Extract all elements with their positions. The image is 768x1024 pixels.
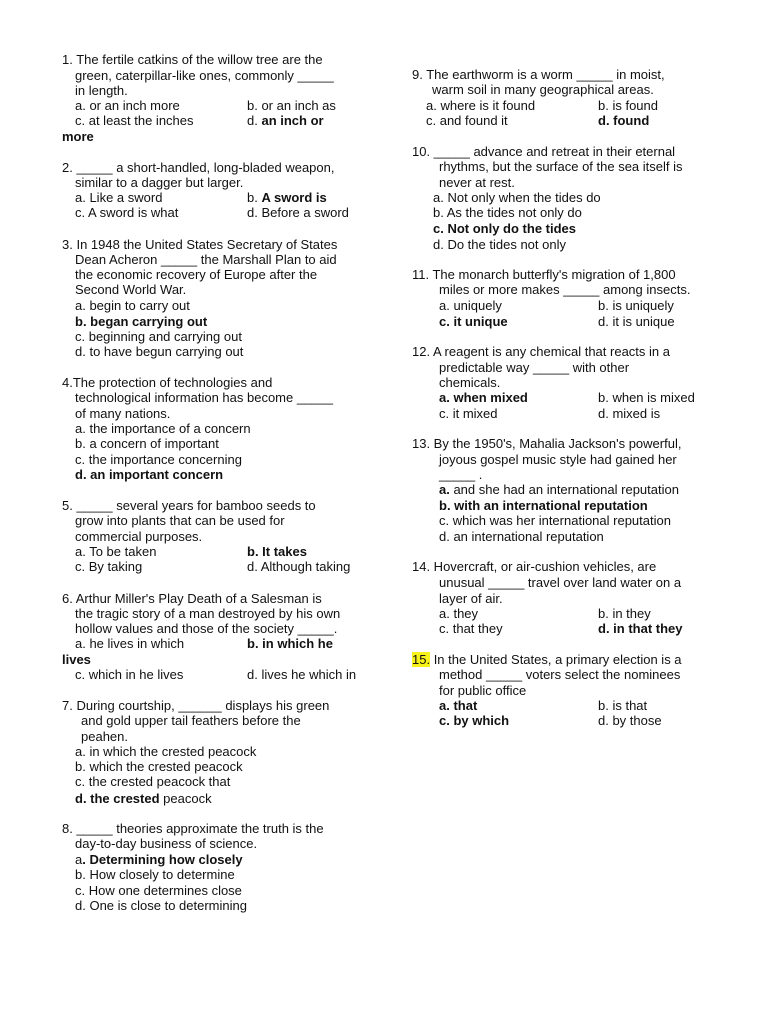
question-5-stem: commercial purposes.: [75, 529, 203, 544]
question-15-stem: for public office: [439, 683, 527, 698]
question-3-stem: Dean Acheron _____ the Marshall Plan to aid: [75, 252, 337, 267]
correct-answer: d. found: [598, 113, 650, 128]
option-b: b. in they: [598, 606, 651, 621]
option-b: b. when is mixed: [598, 390, 695, 405]
question-3-stem: Second World War.: [75, 282, 187, 297]
option-d: d. Do the tides not only: [433, 237, 566, 252]
option-b: b. How closely to determine: [75, 867, 235, 882]
question-14-stem: 14. Hovercraft, or air-cushion vehicles, are: [412, 559, 657, 574]
option-a: a. To be taken: [75, 544, 157, 559]
correct-answer-continued: lives: [62, 652, 91, 667]
option-c: c. which was her international reputation: [439, 513, 671, 528]
correct-answer: b. with an international reputation: [439, 498, 648, 513]
option-a: a. that: [439, 698, 478, 713]
question-6-stem: the tragic story of a man destroyed by his own: [75, 606, 341, 621]
question-4-stem: 4.The protection of technologies and: [62, 375, 273, 390]
option-a: a. Not only when the tides do: [433, 190, 601, 205]
question-13-stem: _____ .: [439, 467, 483, 482]
option-d-rest: peacock: [159, 791, 212, 806]
option-a: a. they: [439, 606, 479, 621]
question-2-stem: similar to a dagger but larger.: [75, 175, 244, 190]
option-d: [75, 791, 212, 806]
correct-answer: b. began carrying out: [75, 314, 208, 329]
correct-answer: d. an important concern: [75, 467, 224, 482]
option-c: c. the importance concerning: [75, 452, 242, 467]
question-14-stem: unusual _____ travel over land water on a: [439, 575, 682, 590]
option-b: b. is uniquely: [598, 298, 674, 313]
question-5-stem: 5. _____ several years for bamboo seeds to: [62, 498, 316, 513]
correct-answer: A sword is: [261, 190, 327, 205]
question-10-stem: rhythms, but the surface of the sea itself is: [439, 159, 683, 174]
correct-answer: d. in that they: [598, 621, 683, 636]
question-1-stem: green, caterpillar-like ones, commonly _____: [75, 68, 334, 83]
option-c: c. By taking: [75, 559, 143, 574]
correct-answer: b. in which he: [247, 636, 333, 651]
option-d-prefix: d.: [247, 113, 262, 128]
question-15-text: In the United States, a primary election is a: [430, 652, 682, 667]
question-6-stem: hollow values and those of the society _____.: [75, 621, 338, 636]
option-a: a. in which the crested peacock: [75, 744, 257, 759]
question-10-stem: never at rest.: [439, 175, 515, 190]
option-b: b. a concern of important: [75, 436, 219, 451]
question-14-stem: layer of air.: [439, 591, 503, 606]
option-a: [439, 482, 679, 497]
option-d: [247, 113, 324, 128]
option-d: d. Before a sword: [247, 205, 349, 220]
option-a: a. or an inch more: [75, 98, 180, 113]
question-9-stem: warm soil in many geographical areas.: [432, 82, 654, 97]
option-d: d. mixed is: [598, 406, 661, 421]
option-a: a. begin to carry out: [75, 298, 190, 313]
option-a-rest: and she had an international reputation: [449, 482, 679, 497]
question-3-stem: 3. In 1948 the United States Secretary of States: [62, 237, 338, 252]
question-2-stem: 2. _____ a short-handled, long-bladed weapon,: [62, 160, 335, 175]
option-c: c. it mixed: [439, 406, 498, 421]
question-4-stem: of many nations.: [75, 406, 171, 421]
question-8-stem: day-to-day business of science.: [75, 836, 258, 851]
question-8-stem: 8. _____ theories approximate the truth is the: [62, 821, 324, 836]
highlighted-number: 15.: [412, 652, 431, 667]
option-b: b. is found: [598, 98, 658, 113]
correct-answer: c. Not only do the tides: [433, 221, 577, 236]
option-a: a. he lives in which: [75, 636, 185, 651]
option-a-prefix: a: [75, 852, 83, 867]
question-13-stem: joyous gospel music style had gained her: [439, 452, 677, 467]
option-b: [247, 190, 327, 205]
question-12-stem: predictable way _____ with other: [439, 360, 630, 375]
option-b: b. is that: [598, 698, 648, 713]
question-9-stem: 9. The earthworm is a worm _____ in moist,: [412, 67, 665, 82]
question-5-stem: grow into plants that can be used for: [75, 513, 285, 528]
question-12-stem: chemicals.: [439, 375, 501, 390]
option-c: c. at least the inches: [75, 113, 194, 128]
option-d: d. an international reputation: [439, 529, 604, 544]
option-a: a. Like a sword: [75, 190, 163, 205]
correct-answer: . Determining how closely: [82, 852, 243, 867]
option-b-prefix: b.: [247, 190, 262, 205]
option-b: b. or an inch as: [247, 98, 336, 113]
option-c: c. which in he lives: [75, 667, 184, 682]
option-c: c. beginning and carrying out: [75, 329, 242, 344]
option-a-prefix: a.: [439, 482, 450, 497]
option-c: c. A sword is what: [75, 205, 179, 220]
question-3-stem: the economic recovery of Europe after the: [75, 267, 318, 282]
option-d: d. by those: [598, 713, 662, 728]
option-c: c. the crested peacock that: [75, 774, 231, 789]
question-7-stem: 7. During courtship, ______ displays his green: [62, 698, 330, 713]
option-d: d. to have begun carrying out: [75, 344, 244, 359]
option-c: c. that they: [439, 621, 503, 636]
option-b: b. As the tides not only do: [433, 205, 582, 220]
question-1-stem: 1. The fertile catkins of the willow tree are the: [62, 52, 323, 67]
option-a: [75, 852, 243, 867]
option-b: b. which the crested peacock: [75, 759, 243, 774]
question-6-stem: 6. Arthur Miller's Play Death of a Salesman is: [62, 591, 322, 606]
option-c: c. and found it: [426, 113, 508, 128]
option-d: d. Although taking: [247, 559, 351, 574]
question-11-stem: miles or more makes _____ among insects.: [439, 282, 691, 297]
correct-answer: c. by which: [439, 713, 510, 728]
question-15-stem: method _____ voters select the nominees: [439, 667, 681, 682]
question-12-stem: 12. A reagent is any chemical that reacts in a: [412, 344, 670, 359]
option-d: d. it is unique: [598, 314, 675, 329]
option-a: a. uniquely: [439, 298, 502, 313]
correct-answer: c. it unique: [439, 314, 508, 329]
option-a: a. the importance of a concern: [75, 421, 251, 436]
question-15-stem: [412, 652, 682, 667]
option-d: d. lives he which in: [247, 667, 357, 682]
correct-answer: d. the crested: [75, 791, 160, 806]
correct-answer: b. It takes: [247, 544, 307, 559]
question-1-stem: in length.: [75, 83, 128, 98]
question-7-stem: and gold upper tail feathers before the: [81, 713, 301, 728]
question-13-stem: 13. By the 1950's, Mahalia Jackson's powerful,: [412, 436, 682, 451]
question-4-stem: technological information has become _____: [75, 390, 334, 405]
question-7-stem: peahen.: [81, 729, 128, 744]
option-a: a. where is it found: [426, 98, 536, 113]
option-d: d. One is close to determining: [75, 898, 247, 913]
correct-answer: an inch or: [261, 113, 324, 128]
question-10-stem: 10. _____ advance and retreat in their eternal: [412, 144, 676, 159]
correct-answer-continued: more: [62, 129, 94, 144]
correct-answer: a. when mixed: [439, 390, 528, 405]
option-c: c. How one determines close: [75, 883, 242, 898]
question-11-stem: 11. The monarch butterfly's migration of 1,800: [412, 267, 676, 282]
